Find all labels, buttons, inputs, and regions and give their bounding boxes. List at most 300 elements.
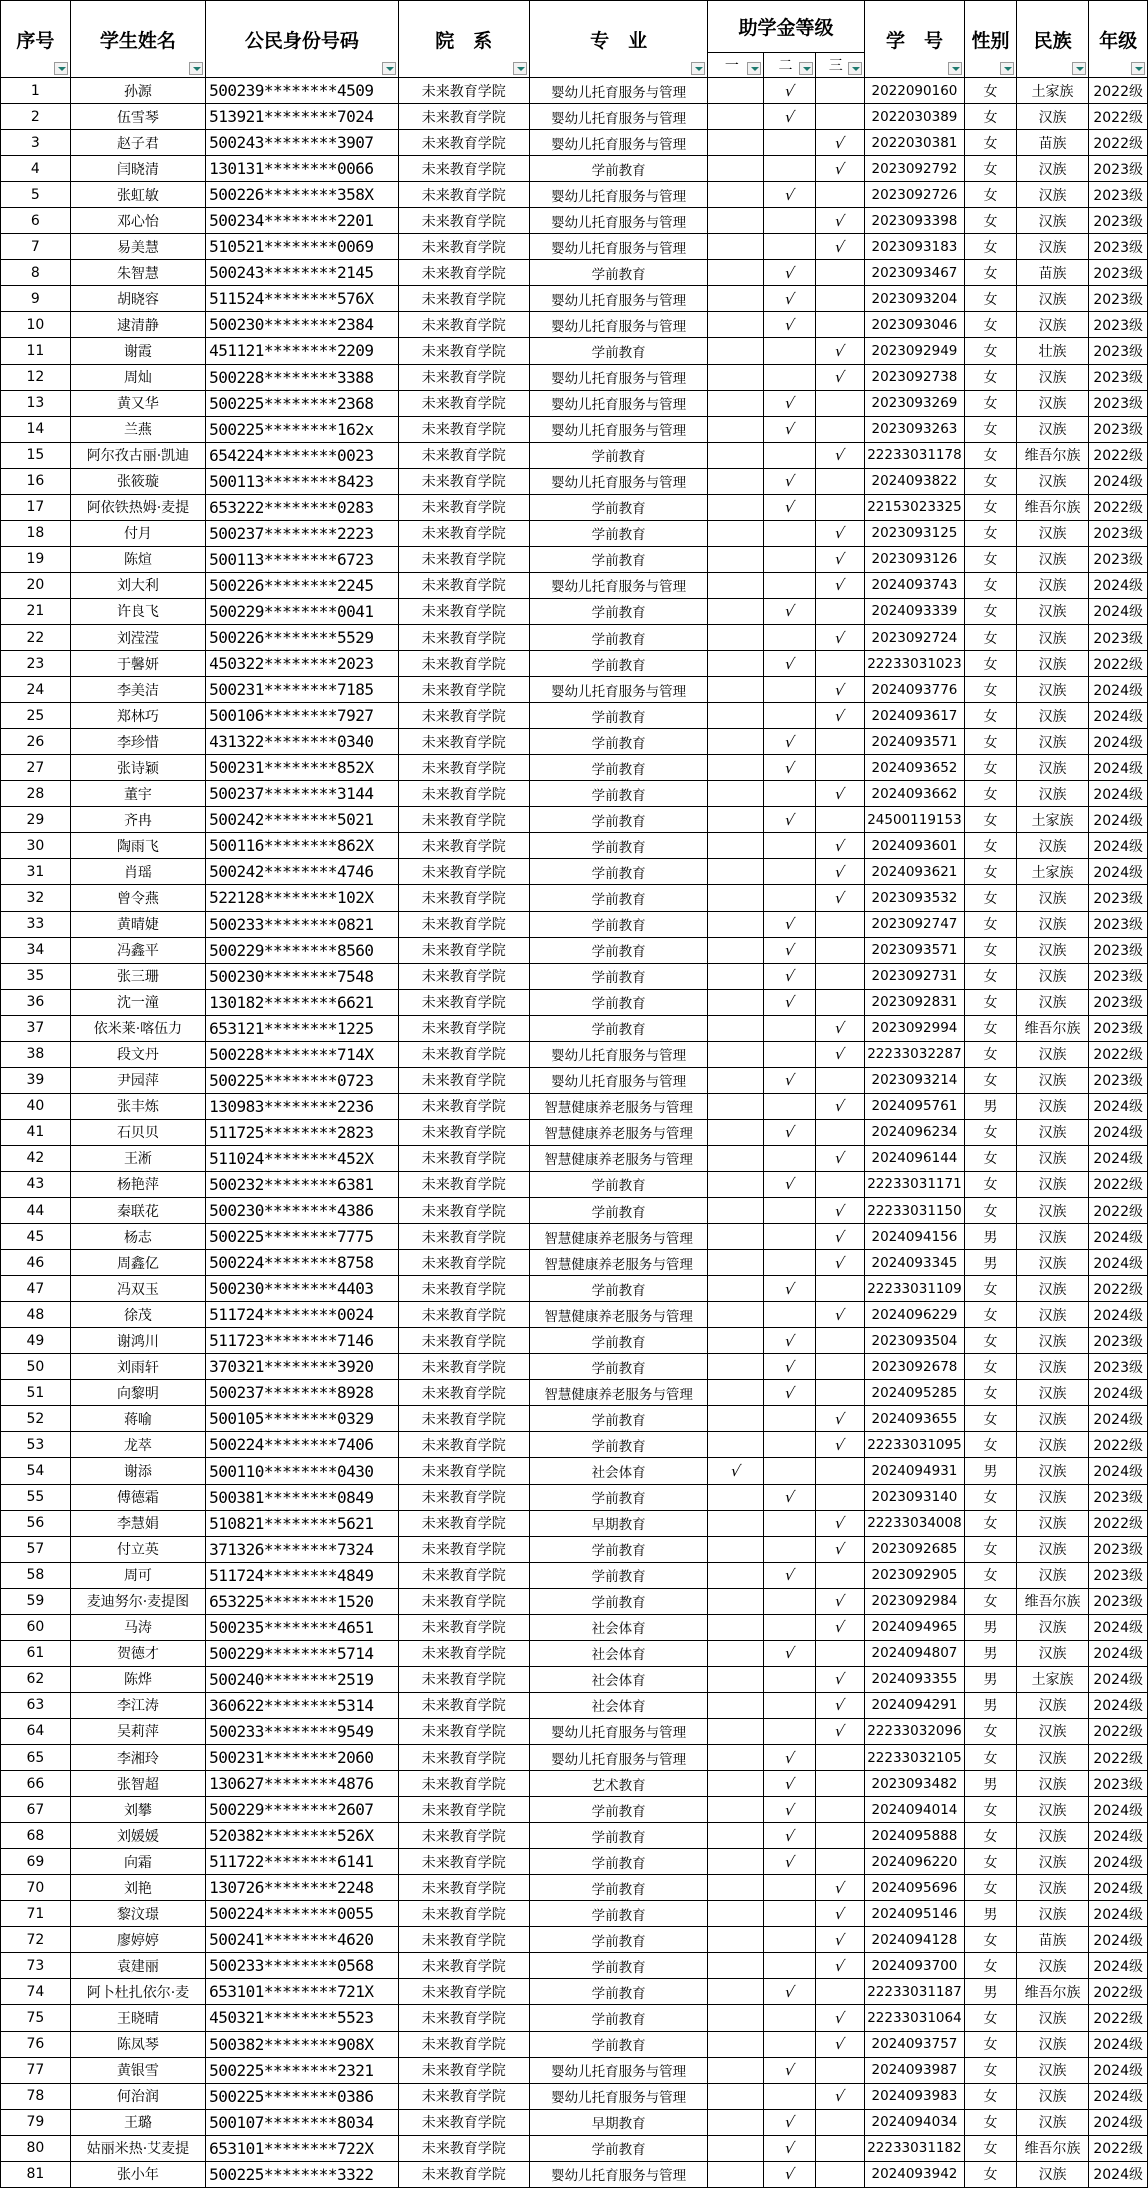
cell-seq[interactable]: 20 [1, 572, 71, 598]
cell-name[interactable]: 刘艳 [70, 1875, 205, 1901]
cell-level-3[interactable] [815, 1484, 864, 1510]
cell-level-1[interactable] [708, 1041, 764, 1067]
cell-name[interactable]: 张筱璇 [70, 468, 205, 494]
cell-name[interactable]: 陈烨 [70, 1666, 205, 1692]
cell-gender[interactable]: 女 [965, 624, 1017, 650]
cell-grade[interactable]: 2023级 [1089, 312, 1148, 338]
cell-grade[interactable]: 2024级 [1089, 1224, 1148, 1250]
cell-major[interactable]: 学前教育 [529, 624, 708, 650]
cell-seq[interactable]: 47 [1, 1276, 71, 1302]
cell-gender[interactable]: 女 [965, 156, 1017, 182]
cell-ethnic[interactable]: 汉族 [1016, 1354, 1089, 1380]
cell-student-no[interactable]: 2023093125 [864, 520, 964, 546]
cell-student-no[interactable]: 2024093757 [864, 2031, 964, 2057]
cell-major[interactable]: 学前教育 [529, 729, 708, 755]
cell-id[interactable]: 511524********576X [206, 286, 399, 312]
cell-name[interactable]: 付月 [70, 520, 205, 546]
cell-gender[interactable]: 女 [965, 1718, 1017, 1744]
cell-id[interactable]: 450322********2023 [206, 651, 399, 677]
cell-dept[interactable]: 未来教育学院 [398, 1510, 529, 1536]
cell-gender[interactable]: 女 [965, 520, 1017, 546]
cell-name[interactable]: 麦迪努尔·麦提图 [70, 1588, 205, 1614]
cell-level-3[interactable] [815, 598, 864, 624]
filter-button-dept[interactable] [513, 62, 527, 75]
cell-seq[interactable]: 64 [1, 1718, 71, 1744]
cell-id[interactable]: 511725********2823 [206, 1119, 399, 1145]
cell-gender[interactable]: 女 [965, 2031, 1017, 2057]
cell-level-3[interactable] [815, 572, 864, 598]
cell-grade[interactable]: 2024级 [1089, 1875, 1148, 1901]
cell-seq[interactable]: 54 [1, 1458, 71, 1484]
cell-major[interactable]: 智慧健康养老服务与管理 [529, 1224, 708, 1250]
cell-level-2[interactable] [764, 1224, 816, 1250]
cell-seq[interactable]: 41 [1, 1119, 71, 1145]
cell-seq[interactable]: 74 [1, 1979, 71, 2005]
cell-seq[interactable]: 65 [1, 1745, 71, 1771]
cell-ethnic[interactable]: 汉族 [1016, 1484, 1089, 1510]
cell-name[interactable]: 张小年 [70, 2161, 205, 2187]
cell-name[interactable]: 谢霞 [70, 338, 205, 364]
cell-level-3[interactable] [815, 1823, 864, 1849]
cell-gender[interactable]: 女 [965, 546, 1017, 572]
cell-grade[interactable]: 2024级 [1089, 2109, 1148, 2135]
cell-dept[interactable]: 未来教育学院 [398, 885, 529, 911]
cell-major[interactable]: 学前教育 [529, 442, 708, 468]
cell-student-no[interactable]: 22233031064 [864, 2005, 964, 2031]
cell-grade[interactable]: 2022级 [1089, 651, 1148, 677]
cell-grade[interactable]: 2024级 [1089, 1823, 1148, 1849]
cell-grade[interactable]: 2024级 [1089, 2057, 1148, 2083]
cell-level-1[interactable] [708, 859, 764, 885]
cell-dept[interactable]: 未来教育学院 [398, 1276, 529, 1302]
cell-level-1[interactable] [708, 677, 764, 703]
cell-gender[interactable]: 女 [965, 885, 1017, 911]
cell-major[interactable]: 学前教育 [529, 703, 708, 729]
cell-level-2[interactable] [764, 1692, 816, 1718]
cell-seq[interactable]: 52 [1, 1406, 71, 1432]
cell-dept[interactable]: 未来教育学院 [398, 1953, 529, 1979]
cell-gender[interactable]: 男 [965, 1666, 1017, 1692]
cell-dept[interactable]: 未来教育学院 [398, 104, 529, 130]
cell-id[interactable]: 130182********6621 [206, 989, 399, 1015]
cell-gender[interactable]: 男 [965, 1979, 1017, 2005]
cell-major[interactable]: 学前教育 [529, 651, 708, 677]
cell-level-1[interactable] [708, 833, 764, 859]
cell-ethnic[interactable]: 汉族 [1016, 286, 1089, 312]
cell-seq[interactable]: 37 [1, 1015, 71, 1041]
cell-gender[interactable]: 女 [965, 2135, 1017, 2161]
cell-name[interactable]: 李慧娟 [70, 1510, 205, 1536]
cell-level-3[interactable] [815, 2005, 864, 2031]
cell-level-3[interactable] [815, 468, 864, 494]
cell-gender[interactable]: 女 [965, 1406, 1017, 1432]
cell-gender[interactable]: 女 [965, 130, 1017, 156]
cell-name[interactable]: 谢添 [70, 1458, 205, 1484]
cell-level-2[interactable] [764, 2057, 816, 2083]
cell-seq[interactable]: 27 [1, 755, 71, 781]
cell-level-1[interactable] [708, 1510, 764, 1536]
cell-grade[interactable]: 2022级 [1089, 1432, 1148, 1458]
cell-gender[interactable]: 女 [965, 312, 1017, 338]
cell-name[interactable]: 黄银雪 [70, 2057, 205, 2083]
cell-major[interactable]: 婴幼儿托育服务与管理 [529, 416, 708, 442]
filter-button-level-3[interactable] [848, 62, 862, 75]
cell-dept[interactable]: 未来教育学院 [398, 1979, 529, 2005]
cell-level-3[interactable] [815, 833, 864, 859]
cell-ethnic[interactable]: 维吾尔族 [1016, 1588, 1089, 1614]
cell-ethnic[interactable]: 汉族 [1016, 1119, 1089, 1145]
cell-grade[interactable]: 2024级 [1089, 2031, 1148, 2057]
cell-name[interactable]: 张智超 [70, 1771, 205, 1797]
cell-ethnic[interactable]: 汉族 [1016, 2109, 1089, 2135]
cell-level-1[interactable] [708, 286, 764, 312]
cell-level-1[interactable] [708, 1328, 764, 1354]
cell-level-1[interactable] [708, 1849, 764, 1875]
cell-ethnic[interactable]: 维吾尔族 [1016, 494, 1089, 520]
cell-grade[interactable]: 2023级 [1089, 1562, 1148, 1588]
cell-student-no[interactable]: 2023092792 [864, 156, 964, 182]
cell-grade[interactable]: 2023级 [1089, 1328, 1148, 1354]
cell-id[interactable]: 130131********0066 [206, 156, 399, 182]
cell-level-2[interactable] [764, 1380, 816, 1406]
cell-dept[interactable]: 未来教育学院 [398, 2135, 529, 2161]
cell-level-1[interactable] [708, 442, 764, 468]
cell-dept[interactable]: 未来教育学院 [398, 1771, 529, 1797]
cell-seq[interactable]: 23 [1, 651, 71, 677]
cell-dept[interactable]: 未来教育学院 [398, 1224, 529, 1250]
cell-seq[interactable]: 79 [1, 2109, 71, 2135]
cell-name[interactable]: 杨艳萍 [70, 1171, 205, 1197]
cell-id[interactable]: 510821********5621 [206, 1510, 399, 1536]
cell-major[interactable]: 学前教育 [529, 989, 708, 1015]
cell-grade[interactable]: 2023级 [1089, 885, 1148, 911]
cell-name[interactable]: 周灿 [70, 364, 205, 390]
cell-grade[interactable]: 2024级 [1089, 1145, 1148, 1171]
cell-id[interactable]: 500231********852X [206, 755, 399, 781]
cell-major[interactable]: 学前教育 [529, 2005, 708, 2031]
cell-student-no[interactable]: 2024093942 [864, 2161, 964, 2187]
cell-ethnic[interactable]: 汉族 [1016, 1562, 1089, 1588]
cell-level-3[interactable] [815, 1692, 864, 1718]
cell-major[interactable]: 婴幼儿托育服务与管理 [529, 104, 708, 130]
cell-name[interactable]: 傅德霜 [70, 1484, 205, 1510]
cell-student-no[interactable]: 2023092831 [864, 989, 964, 1015]
cell-dept[interactable]: 未来教育学院 [398, 364, 529, 390]
cell-level-2[interactable] [764, 1119, 816, 1145]
cell-level-1[interactable] [708, 1771, 764, 1797]
cell-name[interactable]: 张三珊 [70, 963, 205, 989]
cell-seq[interactable]: 38 [1, 1041, 71, 1067]
cell-name[interactable]: 刘雨轩 [70, 1354, 205, 1380]
cell-major[interactable]: 学前教育 [529, 1198, 708, 1224]
cell-seq[interactable]: 46 [1, 1250, 71, 1276]
cell-id[interactable]: 500226********358X [206, 182, 399, 208]
cell-name[interactable]: 齐冉 [70, 807, 205, 833]
cell-id[interactable]: 653101********722X [206, 2135, 399, 2161]
cell-level-2[interactable] [764, 572, 816, 598]
cell-dept[interactable]: 未来教育学院 [398, 2005, 529, 2031]
cell-level-2[interactable] [764, 2083, 816, 2109]
cell-level-3[interactable] [815, 2135, 864, 2161]
cell-name[interactable]: 张虹敏 [70, 182, 205, 208]
cell-level-3[interactable] [815, 755, 864, 781]
cell-level-1[interactable] [708, 260, 764, 286]
cell-id[interactable]: 500382********908X [206, 2031, 399, 2057]
cell-id[interactable]: 500230********4386 [206, 1198, 399, 1224]
cell-dept[interactable]: 未来教育学院 [398, 703, 529, 729]
cell-dept[interactable]: 未来教育学院 [398, 234, 529, 260]
cell-ethnic[interactable]: 汉族 [1016, 520, 1089, 546]
cell-seq[interactable]: 12 [1, 364, 71, 390]
cell-seq[interactable]: 42 [1, 1145, 71, 1171]
cell-level-3[interactable] [815, 390, 864, 416]
cell-level-1[interactable] [708, 598, 764, 624]
cell-major[interactable]: 学前教育 [529, 1536, 708, 1562]
cell-level-3[interactable] [815, 494, 864, 520]
cell-gender[interactable]: 男 [965, 1640, 1017, 1666]
cell-level-2[interactable] [764, 807, 816, 833]
cell-id[interactable]: 500225********2368 [206, 390, 399, 416]
cell-level-2[interactable] [764, 364, 816, 390]
cell-gender[interactable]: 女 [965, 1562, 1017, 1588]
cell-major[interactable]: 婴幼儿托育服务与管理 [529, 312, 708, 338]
cell-student-no[interactable]: 22153023325 [864, 494, 964, 520]
cell-grade[interactable]: 2023级 [1089, 520, 1148, 546]
cell-student-no[interactable]: 2024095696 [864, 1875, 964, 1901]
cell-id[interactable]: 130983********2236 [206, 1093, 399, 1119]
cell-gender[interactable]: 女 [965, 390, 1017, 416]
cell-grade[interactable]: 2022级 [1089, 442, 1148, 468]
cell-ethnic[interactable]: 汉族 [1016, 624, 1089, 650]
cell-level-2[interactable] [764, 546, 816, 572]
cell-student-no[interactable]: 2024094014 [864, 1797, 964, 1823]
cell-seq[interactable]: 63 [1, 1692, 71, 1718]
cell-grade[interactable]: 2024级 [1089, 1953, 1148, 1979]
cell-gender[interactable]: 女 [965, 598, 1017, 624]
cell-ethnic[interactable]: 汉族 [1016, 1406, 1089, 1432]
cell-level-2[interactable] [764, 1041, 816, 1067]
cell-ethnic[interactable]: 汉族 [1016, 1302, 1089, 1328]
cell-level-2[interactable] [764, 755, 816, 781]
cell-grade[interactable]: 2023级 [1089, 1354, 1148, 1380]
cell-level-3[interactable] [815, 1145, 864, 1171]
cell-id[interactable]: 130627********4876 [206, 1771, 399, 1797]
cell-seq[interactable]: 56 [1, 1510, 71, 1536]
cell-major[interactable]: 学前教育 [529, 1849, 708, 1875]
cell-seq[interactable]: 2 [1, 104, 71, 130]
cell-ethnic[interactable]: 汉族 [1016, 1823, 1089, 1849]
cell-gender[interactable]: 女 [965, 2161, 1017, 2187]
cell-major[interactable]: 婴幼儿托育服务与管理 [529, 286, 708, 312]
cell-gender[interactable]: 男 [965, 1692, 1017, 1718]
cell-ethnic[interactable]: 汉族 [1016, 1093, 1089, 1119]
cell-grade[interactable]: 2023级 [1089, 260, 1148, 286]
cell-seq[interactable]: 80 [1, 2135, 71, 2161]
cell-level-3[interactable] [815, 234, 864, 260]
cell-level-2[interactable] [764, 2031, 816, 2057]
cell-name[interactable]: 张诗颖 [70, 755, 205, 781]
cell-level-1[interactable] [708, 755, 764, 781]
cell-student-no[interactable]: 2024094965 [864, 1614, 964, 1640]
cell-id[interactable]: 500235********4651 [206, 1614, 399, 1640]
cell-student-no[interactable]: 2024093617 [864, 703, 964, 729]
cell-student-no[interactable]: 2023093532 [864, 885, 964, 911]
cell-grade[interactable]: 2022级 [1089, 494, 1148, 520]
cell-level-1[interactable] [708, 156, 764, 182]
cell-level-2[interactable] [764, 703, 816, 729]
cell-ethnic[interactable]: 汉族 [1016, 755, 1089, 781]
cell-level-1[interactable] [708, 1119, 764, 1145]
cell-level-2[interactable] [764, 1302, 816, 1328]
cell-ethnic[interactable]: 汉族 [1016, 2083, 1089, 2109]
cell-level-3[interactable] [815, 1588, 864, 1614]
cell-seq[interactable]: 60 [1, 1614, 71, 1640]
cell-level-3[interactable] [815, 1849, 864, 1875]
cell-dept[interactable]: 未来教育学院 [398, 2057, 529, 2083]
cell-major[interactable]: 婴幼儿托育服务与管理 [529, 234, 708, 260]
cell-level-1[interactable] [708, 416, 764, 442]
cell-dept[interactable]: 未来教育学院 [398, 1328, 529, 1354]
cell-seq[interactable]: 69 [1, 1849, 71, 1875]
cell-level-1[interactable] [708, 1432, 764, 1458]
cell-level-1[interactable] [708, 1614, 764, 1640]
cell-major[interactable]: 学前教育 [529, 1432, 708, 1458]
cell-student-no[interactable]: 22233031095 [864, 1432, 964, 1458]
cell-level-2[interactable] [764, 520, 816, 546]
cell-student-no[interactable]: 22233031150 [864, 1198, 964, 1224]
cell-gender[interactable]: 男 [965, 1093, 1017, 1119]
cell-student-no[interactable]: 22233031171 [864, 1171, 964, 1197]
cell-name[interactable]: 何治润 [70, 2083, 205, 2109]
cell-student-no[interactable]: 2024093822 [864, 468, 964, 494]
cell-gender[interactable]: 女 [965, 937, 1017, 963]
cell-seq[interactable]: 70 [1, 1875, 71, 1901]
cell-level-1[interactable] [708, 729, 764, 755]
cell-ethnic[interactable]: 汉族 [1016, 1901, 1089, 1927]
filter-button-name[interactable] [189, 62, 203, 75]
cell-level-3[interactable] [815, 1224, 864, 1250]
cell-dept[interactable]: 未来教育学院 [398, 78, 529, 104]
cell-level-3[interactable] [815, 1666, 864, 1692]
cell-major[interactable]: 学前教育 [529, 1484, 708, 1510]
cell-level-3[interactable] [815, 1093, 864, 1119]
cell-id[interactable]: 500240********2519 [206, 1666, 399, 1692]
cell-level-3[interactable] [815, 1171, 864, 1197]
cell-student-no[interactable]: 2024093652 [864, 755, 964, 781]
cell-level-1[interactable] [708, 885, 764, 911]
cell-id[interactable]: 653101********721X [206, 1979, 399, 2005]
cell-level-1[interactable] [708, 911, 764, 937]
cell-student-no[interactable]: 2023093126 [864, 546, 964, 572]
cell-id[interactable]: 500116********862X [206, 833, 399, 859]
cell-grade[interactable]: 2024级 [1089, 468, 1148, 494]
cell-major[interactable]: 学前教育 [529, 2135, 708, 2161]
cell-student-no[interactable]: 2023092685 [864, 1536, 964, 1562]
cell-name[interactable]: 袁建丽 [70, 1953, 205, 1979]
cell-ethnic[interactable]: 汉族 [1016, 1041, 1089, 1067]
cell-student-no[interactable]: 2024096144 [864, 1145, 964, 1171]
cell-seq[interactable]: 5 [1, 182, 71, 208]
cell-gender[interactable]: 女 [965, 364, 1017, 390]
cell-gender[interactable]: 女 [965, 1875, 1017, 1901]
cell-ethnic[interactable]: 汉族 [1016, 2057, 1089, 2083]
filter-button-gender[interactable] [1000, 62, 1014, 75]
cell-seq[interactable]: 57 [1, 1536, 71, 1562]
cell-student-no[interactable]: 2024096234 [864, 1119, 964, 1145]
cell-dept[interactable]: 未来教育学院 [398, 1901, 529, 1927]
cell-ethnic[interactable]: 汉族 [1016, 1771, 1089, 1797]
cell-level-2[interactable] [764, 1432, 816, 1458]
cell-level-3[interactable] [815, 2161, 864, 2187]
cell-seq[interactable]: 29 [1, 807, 71, 833]
cell-id[interactable]: 500225********0723 [206, 1067, 399, 1093]
cell-name[interactable]: 冯双玉 [70, 1276, 205, 1302]
cell-gender[interactable]: 女 [965, 572, 1017, 598]
cell-grade[interactable]: 2024级 [1089, 729, 1148, 755]
cell-id[interactable]: 511722********6141 [206, 1849, 399, 1875]
cell-level-2[interactable] [764, 937, 816, 963]
cell-grade[interactable]: 2022级 [1089, 1979, 1148, 2005]
cell-level-2[interactable] [764, 442, 816, 468]
cell-seq[interactable]: 7 [1, 234, 71, 260]
cell-ethnic[interactable]: 汉族 [1016, 1875, 1089, 1901]
cell-level-1[interactable] [708, 781, 764, 807]
cell-gender[interactable]: 女 [965, 1510, 1017, 1536]
cell-level-2[interactable] [764, 1562, 816, 1588]
cell-dept[interactable]: 未来教育学院 [398, 208, 529, 234]
cell-student-no[interactable]: 2024094128 [864, 1927, 964, 1953]
cell-id[interactable]: 500230********2384 [206, 312, 399, 338]
cell-ethnic[interactable]: 汉族 [1016, 677, 1089, 703]
cell-level-2[interactable] [764, 1875, 816, 1901]
cell-level-2[interactable] [764, 1901, 816, 1927]
cell-dept[interactable]: 未来教育学院 [398, 651, 529, 677]
cell-name[interactable]: 周可 [70, 1562, 205, 1588]
cell-major[interactable]: 婴幼儿托育服务与管理 [529, 2161, 708, 2187]
cell-major[interactable]: 学前教育 [529, 1562, 708, 1588]
cell-major[interactable]: 学前教育 [529, 598, 708, 624]
cell-level-1[interactable] [708, 963, 764, 989]
cell-dept[interactable]: 未来教育学院 [398, 1145, 529, 1171]
cell-id[interactable]: 653121********1225 [206, 1015, 399, 1041]
cell-name[interactable]: 郑林巧 [70, 703, 205, 729]
cell-ethnic[interactable]: 壮族 [1016, 338, 1089, 364]
cell-student-no[interactable]: 22233031178 [864, 442, 964, 468]
cell-ethnic[interactable]: 汉族 [1016, 546, 1089, 572]
cell-dept[interactable]: 未来教育学院 [398, 624, 529, 650]
cell-level-1[interactable] [708, 1171, 764, 1197]
cell-level-1[interactable] [708, 807, 764, 833]
cell-gender[interactable]: 女 [965, 1484, 1017, 1510]
cell-level-1[interactable] [708, 1536, 764, 1562]
cell-dept[interactable]: 未来教育学院 [398, 2083, 529, 2109]
cell-level-2[interactable] [764, 156, 816, 182]
cell-name[interactable]: 董宇 [70, 781, 205, 807]
cell-gender[interactable]: 女 [965, 104, 1017, 130]
cell-seq[interactable]: 45 [1, 1224, 71, 1250]
cell-grade[interactable]: 2023级 [1089, 338, 1148, 364]
cell-gender[interactable]: 男 [965, 1224, 1017, 1250]
cell-grade[interactable]: 2022级 [1089, 1171, 1148, 1197]
cell-grade[interactable]: 2024级 [1089, 1119, 1148, 1145]
cell-ethnic[interactable]: 汉族 [1016, 598, 1089, 624]
cell-ethnic[interactable]: 汉族 [1016, 833, 1089, 859]
cell-id[interactable]: 511723********7146 [206, 1328, 399, 1354]
cell-grade[interactable]: 2024级 [1089, 2083, 1148, 2109]
cell-grade[interactable]: 2024级 [1089, 1849, 1148, 1875]
cell-grade[interactable]: 2024级 [1089, 833, 1148, 859]
cell-major[interactable]: 学前教育 [529, 1171, 708, 1197]
